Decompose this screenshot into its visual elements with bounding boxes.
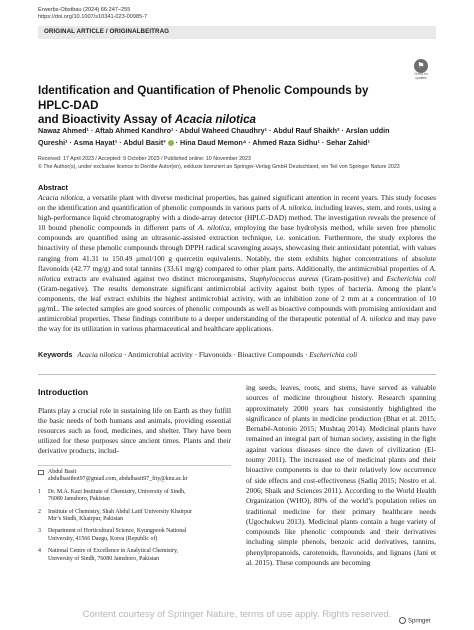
article-type-label: ORIGINAL ARTICLE / ORIGINALBEITRAG bbox=[44, 28, 170, 35]
check-for-updates-badge[interactable] bbox=[413, 59, 429, 81]
affiliation-mark: 3 bbox=[38, 528, 41, 535]
publisher-name: Springer bbox=[408, 618, 431, 625]
keyword-organism: Escherichia coli bbox=[309, 350, 358, 359]
affiliation-mark: 2 bbox=[38, 508, 41, 515]
doi-link[interactable]: https://doi.org/10.1007/s10341-023-00985-7 bbox=[38, 14, 148, 20]
keyword-species: Acacia nilotica bbox=[77, 350, 123, 359]
abstract-organism: Escherichia coli bbox=[386, 273, 436, 283]
introduction-right-column bbox=[246, 383, 436, 568]
authors-line-1: Nawaz Ahmed¹ · Aftab Ahmed Kandhro¹ · Abdul Waheed Chaudhry¹ · Abdul Rauf Shaikh² · Arslan uddin bbox=[38, 126, 390, 135]
journal-header bbox=[38, 7, 147, 21]
affiliation-footnotes bbox=[38, 469, 231, 568]
content-courtesy-watermark: Content courtesy of Springer Nature, terms of use apply. Rights reserved. bbox=[82, 609, 392, 620]
reference-link[interactable]: Bernabé-Antonio 2015 bbox=[246, 424, 315, 434]
reference-link[interactable]: Sadiq 2015 bbox=[360, 475, 395, 485]
affiliation-mark: 1 bbox=[38, 488, 41, 495]
journal-citation: Erwerbs-Obstbau (2024) 66:247–255 bbox=[38, 7, 131, 13]
body-text: ). These compounds are becoming bbox=[269, 558, 371, 568]
keywords-label: Keywords bbox=[38, 350, 73, 359]
abstract-organism: Staphylococcus aureus bbox=[249, 273, 319, 283]
section-divider bbox=[38, 374, 436, 375]
copyright-notice: © The Author(s), under exclusive licence to Der/die Autor(en), exklusiv lizenziert an Springer-Verlag GmbH Deutschland, ein Teil von Springer Nature 2023 bbox=[38, 164, 400, 170]
publication-dates: Received: 17 April 2023 / Accepted: 9 October 2023 / Published online: 10 November 2023 bbox=[38, 156, 251, 162]
abstract-part: (Gram-positive) and bbox=[318, 273, 387, 283]
introduction-heading: Introduction bbox=[38, 387, 89, 397]
affiliation-item bbox=[38, 548, 231, 563]
bookmark-icon: ⚑ bbox=[414, 59, 428, 73]
article-type-banner bbox=[38, 26, 436, 39]
corresponding-author bbox=[38, 469, 231, 484]
abstract-part: , a versatile plant with diverse medicinal properties, has gained significant attention in recent years. This study focuses on the identification and quantification of phenolic compounds in various parts of bbox=[38, 193, 436, 213]
abstract-part: (Gram-negative). The results demonstrate significant antimicrobial activity against both types of bacteria. Among the plant’s components, the leaf extract exhibits the highest antimicrobial activity, with an inhibition zone of 2 mm at a concentration of 10 μg/mL. The selected samples are good sources of phenolic compounds as well as bioactive compounds with promising antioxidant and antimicrobial properties. These findings contribute to a deeper understanding of the therapeutic potential of bbox=[38, 283, 436, 324]
reference-link[interactable]: 2011 bbox=[267, 455, 283, 465]
body-text: ing seeds, leaves, roots, and stems, have served as valuable sources of medicine throughout history. Research spanning approximately 2000 years has consistently highlighted the significance of plants in medicine production ( bbox=[246, 383, 436, 423]
authors-line-2a: Qureshi¹ · Asma Hayat¹ · Abdul Basit³ bbox=[38, 138, 168, 147]
reference-link[interactable]: Bhat et al. 2015 bbox=[385, 413, 434, 423]
abstract-heading: Abstract bbox=[38, 183, 68, 192]
body-text: ). According to the World Health Organization (WHO), 80% of the world’s population relies on traditional medicine for their primary healthcare needs (Ugochukwu bbox=[246, 485, 436, 526]
affiliation-item bbox=[38, 509, 231, 524]
title-species: Acacia nilotica bbox=[174, 113, 257, 126]
reference-link[interactable]: Mushtaq 2014 bbox=[319, 424, 363, 434]
abstract-part: , employing the base hydrolysis method, while seven free phenolic compounds are quantified using an ultrasonic-assisted extraction technique, i.e. sonication. Furthermore, the study explores the bioactivity of these phenolic compounds through DPPH radical scavenging assays, showcasing their antioxidant potential, with values ranging from 41.31 to 150.49 μmol/100 g quercetin equivalents. Notably, the stem exhibits higher concentrations of absolute flavonoids (42.77 mg/g) and total tannins (33.61 mg/g) compared to other plant parts. Additionally, the antimicrobial properties of bbox=[38, 223, 436, 273]
reference-link[interactable]: Nostro et al. 2006 bbox=[246, 475, 436, 495]
affiliation-item bbox=[38, 528, 231, 543]
affiliation-line: Department of Horticultural Science, Kyungpook National bbox=[48, 528, 187, 535]
check-for-updates-label: Check for updates bbox=[414, 72, 428, 80]
abstract-species: A. nilotica bbox=[361, 314, 393, 324]
keywords bbox=[38, 350, 436, 360]
body-text: ; bbox=[394, 475, 399, 485]
affiliation-line: 76080 Jamshoro, Pakistan bbox=[48, 496, 110, 503]
body-text: ; bbox=[314, 424, 320, 434]
affiliation-line: National Centre of Excellence in Analytical Chemistry, bbox=[48, 548, 178, 555]
contact-name: Abdul Basit bbox=[48, 469, 77, 475]
body-text: ; bbox=[433, 413, 436, 423]
reference-link[interactable]: Jani et al. 2015 bbox=[246, 547, 436, 568]
affiliation-line: Mir’s Sindh, Khairpur, Pakistan bbox=[48, 516, 124, 523]
abstract-text bbox=[38, 193, 436, 334]
title-line-2: and Bioactivity Assay of bbox=[38, 113, 175, 126]
abstract-species: A. nilotica bbox=[38, 263, 436, 283]
abstract-part: and may pave the way for its utilization in various pharmaceutical and healthcare applications. bbox=[38, 314, 436, 334]
authors-line-2b: · Hina Daud Memon⁴ · Ahmed Raza Sidhu¹ · Sehar Zahid¹ bbox=[173, 138, 370, 147]
abstract-part: extracts are evaluated against two distinct microorganisms, bbox=[60, 273, 250, 283]
abstract-species: A. nilotica bbox=[280, 203, 312, 213]
body-text: ; bbox=[260, 485, 265, 495]
abstract-species: A. nilotica bbox=[197, 223, 230, 233]
body-text: ). Medicinal plants have remained an integral part of human society, assisting in the fight against various diseases since the dawn of civilization (El-toumy bbox=[246, 424, 436, 465]
abstract-species: Acacia nilotica bbox=[38, 193, 83, 202]
email-icon bbox=[38, 470, 44, 475]
footnote-divider bbox=[38, 465, 231, 466]
affiliation-line: Institute of Chemistry, Shah Abdul Latif University Khairpur bbox=[48, 508, 192, 515]
affiliation-mark: 4 bbox=[38, 548, 41, 555]
affiliation-line: University, 41566 Daegu, Korea (Republic of) bbox=[48, 535, 158, 542]
reference-link[interactable]: Shaik and Sciences 2011 bbox=[264, 485, 339, 495]
abstract-part: , including leaves, stem, and roots, using a high-performance liquid chromatography with a diode-array detector (HPLC-DAD) method. The investigation reveals the presence of 10 bound phenolic compounds in different parts of bbox=[38, 203, 436, 233]
contact-email[interactable]: abdulbasitbot97@gmail.com, abdulbasit97_fity@knu.ac.kr bbox=[48, 476, 188, 483]
affiliation-line: Dr. M.A. Kazi Institute of Chemistry, University of Sindh, bbox=[48, 488, 186, 495]
reference-link[interactable]: 2013 bbox=[286, 516, 302, 526]
author-list bbox=[38, 125, 438, 149]
body-text: ). The increased use of medicinal plants and their bioactive components is due to their relatively low occurrence of side effects and cost-effectiveness ( bbox=[246, 455, 436, 485]
affiliation-line: University of Sindh, 76080 Jamshoro, Pakistan bbox=[48, 555, 160, 562]
keyword-list: · Antimicrobial activity · Flavonoids · Bioactive Compounds · bbox=[122, 350, 310, 359]
title-line-1: Identification and Quantification of Phenolic Compounds by HPLC-DAD bbox=[38, 84, 369, 112]
article-title bbox=[38, 84, 398, 128]
introduction-left-column: Plants play a crucial role in sustaining life on Earth as they fulfill the basic needs of both humans and animals, providing essential resources such as food, medicines, and shelter. They have been utilized for these purposes since ancient times. Plants and their derivative products, includ- bbox=[38, 406, 231, 456]
body-text: ). Medicinal plants contain a huge variety of compounds like phenolic compounds and their derivatives including simple phenols, benzoic acid derivatives, tannins, phenylpropanoids, carotenoids, flavonoids, and lignans ( bbox=[246, 516, 436, 557]
affiliation-item bbox=[38, 489, 231, 504]
